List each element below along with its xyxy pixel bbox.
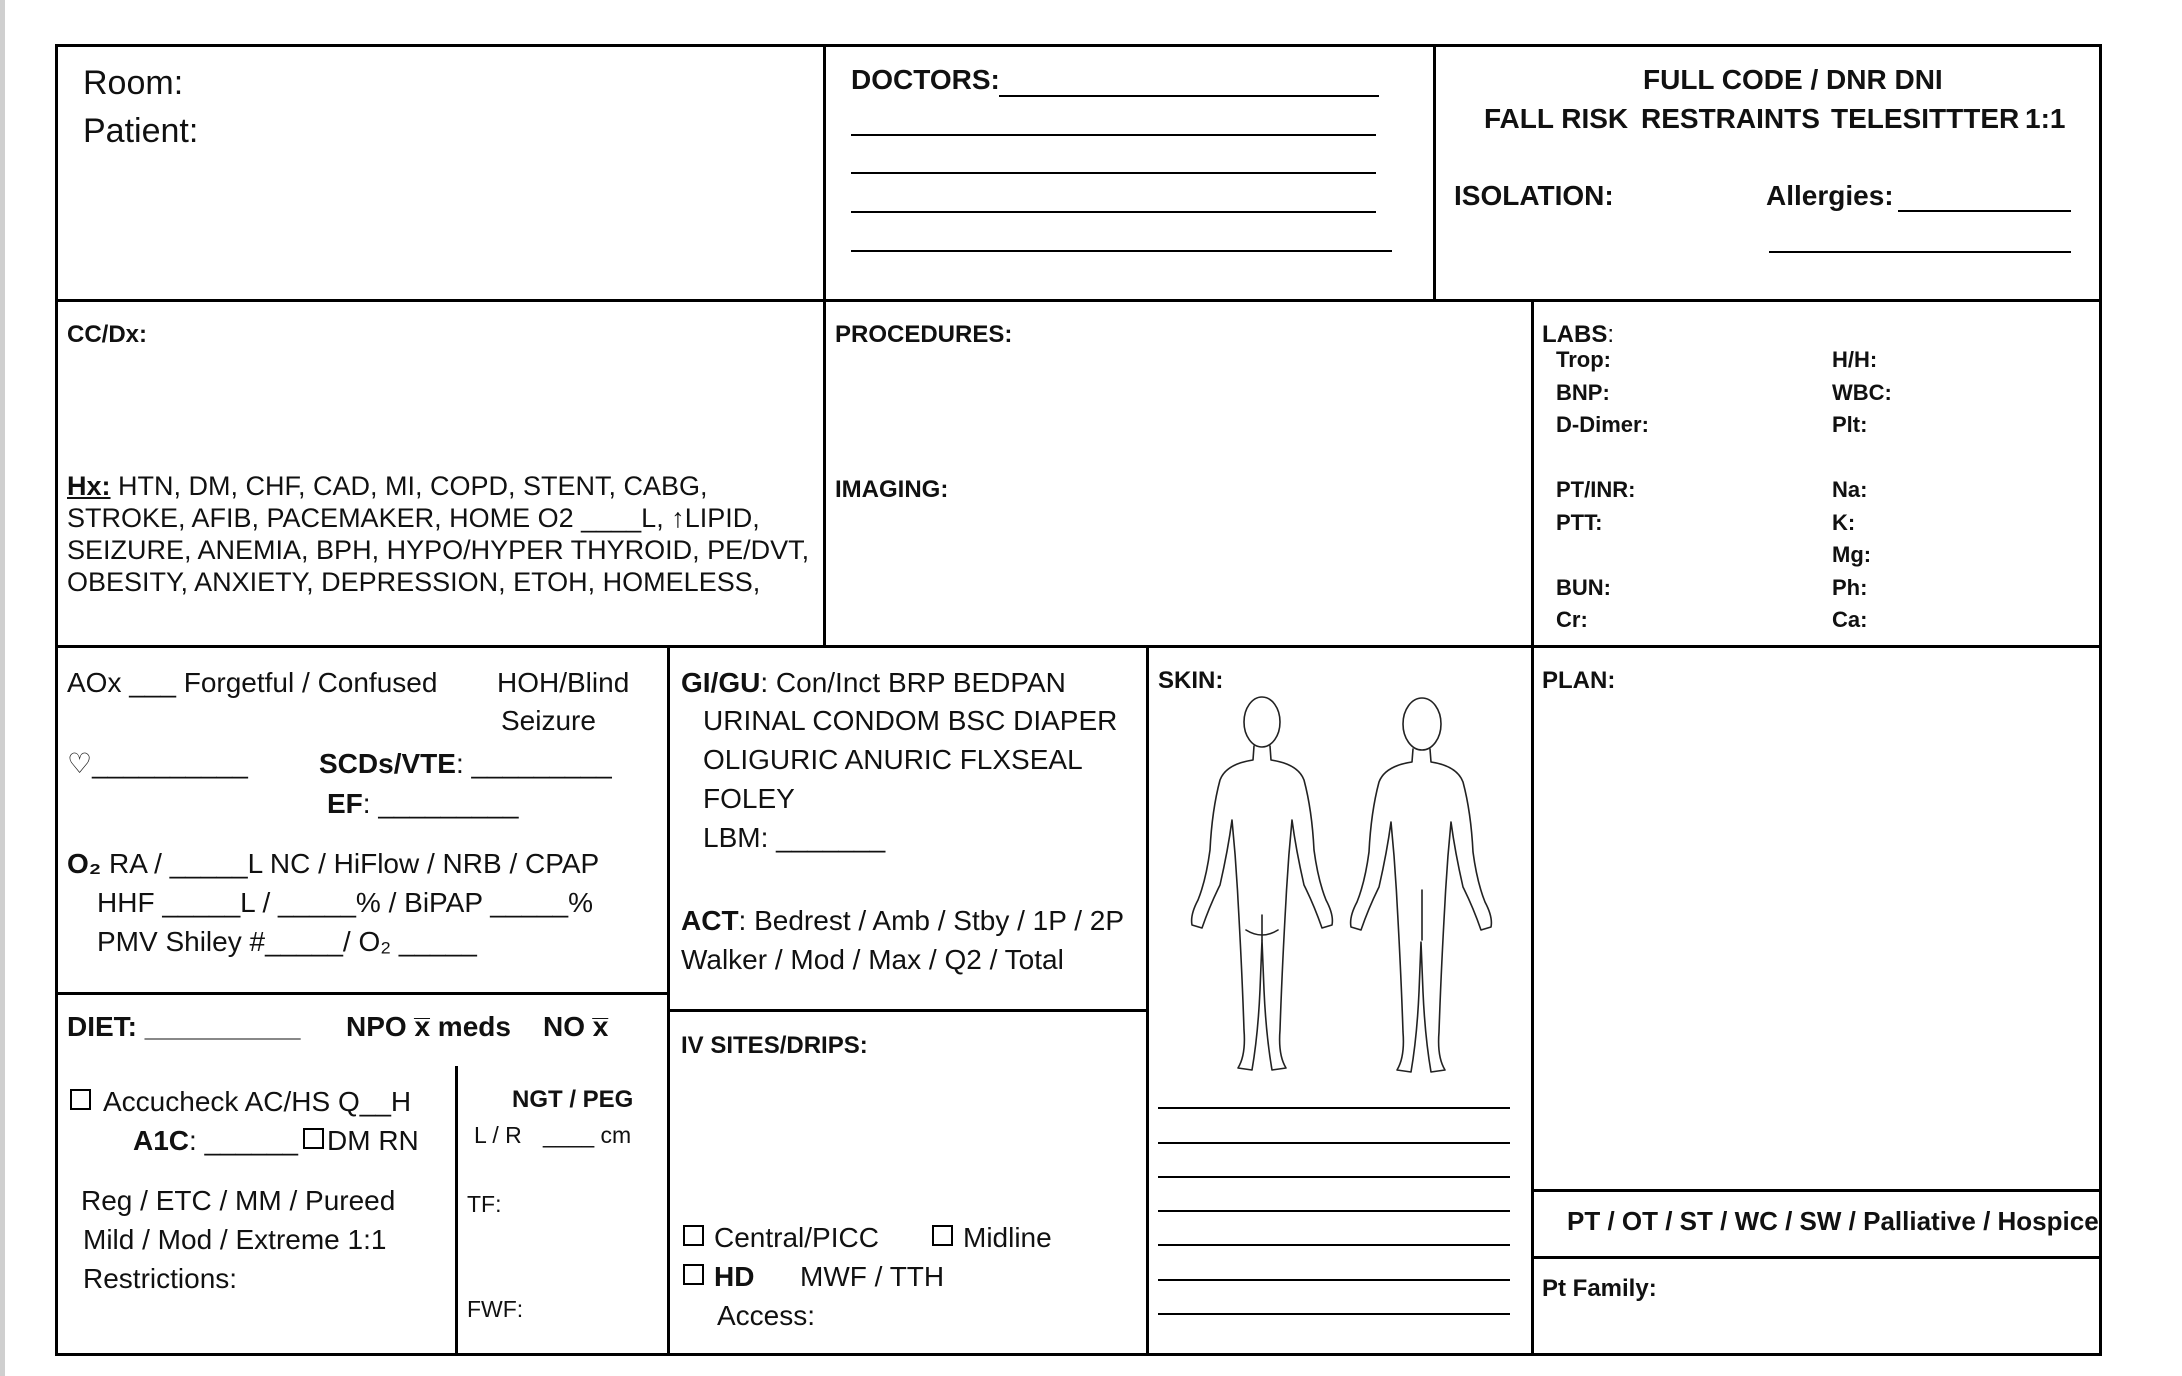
a1c: A1C: ______	[133, 1125, 299, 1156]
doctors-line-2[interactable]	[851, 134, 1376, 136]
history-list	[67, 470, 827, 598]
code-status: FULL CODE / DNR DNI	[1643, 64, 1943, 95]
dm-rn-row	[303, 1125, 419, 1157]
aox-line: AOx ___ Forgetful / Confused	[67, 667, 438, 698]
border-left	[55, 44, 58, 1356]
lab-k: K:	[1832, 510, 1856, 535]
one-to-one: 1:1	[2025, 103, 2066, 134]
divider-gi-skin	[1146, 645, 1149, 1355]
hd-checkbox[interactable]	[683, 1264, 704, 1285]
midline-row	[932, 1222, 1052, 1254]
lab-ddimer: D-Dimer:	[1556, 412, 1649, 437]
plan-label: PLAN:	[1542, 667, 1616, 694]
npo-meds: NPO x̅ meds	[346, 1011, 511, 1042]
central-picc-checkbox[interactable]	[683, 1225, 704, 1246]
doctors-line-4[interactable]	[851, 211, 1376, 213]
skin-label: SKIN:	[1158, 667, 1224, 694]
no-x: NO x̅	[543, 1011, 609, 1042]
midline-checkbox[interactable]	[932, 1225, 953, 1246]
procedures-label: PROCEDURES:	[835, 321, 1013, 348]
gigu-line-2: URINAL CONDOM BSC DIAPER	[703, 705, 1118, 736]
free-water-flush: FWF:	[467, 1296, 524, 1322]
hx-label: Hx:	[67, 471, 111, 501]
accucheck-label: Accucheck AC/HS Q__H	[103, 1086, 412, 1117]
allergies-line-2[interactable]	[1769, 251, 2071, 253]
lab-hh: H/H:	[1832, 347, 1878, 372]
lab-na: Na:	[1832, 477, 1868, 502]
ef: EF: _________	[327, 788, 519, 819]
skin-line-3[interactable]	[1158, 1176, 1510, 1178]
lab-ca: Ca:	[1832, 607, 1868, 632]
doctors-label: DOCTORS:	[851, 64, 1000, 95]
gigu-line-3: OLIGURIC ANURIC FLXSEAL	[703, 744, 1083, 775]
iv-sites-label: IV SITES/DRIPS:	[681, 1032, 868, 1059]
imaging-label: IMAGING:	[835, 476, 949, 503]
lab-plt: Plt:	[1832, 412, 1868, 437]
skin-line-5[interactable]	[1158, 1244, 1510, 1246]
body-front-figure	[1351, 698, 1492, 1072]
divider-neuro-gi	[667, 645, 670, 1355]
skin-line-2[interactable]	[1158, 1142, 1510, 1144]
skin-line-7[interactable]	[1158, 1313, 1510, 1315]
divider-labs-plan	[1531, 299, 1534, 1355]
diet-label: DIET: __________	[67, 1011, 301, 1042]
patient-label: Patient:	[83, 112, 199, 150]
tube-feeding: TF:	[467, 1191, 502, 1217]
doctors-line-5[interactable]	[851, 250, 1392, 252]
hx-text: HTN, DM, CHF, CAD, MI, COPD, STENT, CABG, STROKE, AFIB, PACEMAKER, HOME O2 ____L, ↑LIPID, SEIZURE, ANEMIA, BPH, HYPO/HYPER THYROID, PE/DVT, OBESITY, ANXIETY, DEPRESSION, ETOH, HOMELESS,	[67, 471, 810, 597]
heart-rhythm: ♡__________	[67, 748, 248, 779]
divider-header	[55, 299, 2102, 302]
restraints: RESTRAINTS	[1641, 103, 1820, 134]
fall-risk: FALL RISK	[1484, 103, 1629, 134]
ngt-peg-title: NGT / PEG	[512, 1086, 634, 1113]
activity-line-1: ACT: Bedrest / Amb / Stby / 1P / 2P	[681, 905, 1124, 936]
central-picc-label: Central/PICC	[714, 1222, 879, 1253]
o2-line-3: PMV Shiley #_____/ O₂ _____	[97, 926, 477, 957]
hoh-blind: HOH/Blind	[497, 667, 630, 698]
ngt-side: L / R	[474, 1122, 522, 1148]
skin-line-4[interactable]	[1158, 1210, 1510, 1212]
scds-vte: SCDs/VTE: _________	[319, 748, 612, 779]
activity-line-2: Walker / Mod / Max / Q2 / Total	[681, 944, 1064, 975]
ngt-cm: ____ cm	[543, 1122, 632, 1148]
gigu-line-4: FOLEY	[703, 783, 795, 814]
page-edge	[0, 0, 5, 1376]
border-top	[55, 44, 2102, 47]
border-bottom	[55, 1353, 2102, 1356]
dm-rn-label: DM RN	[327, 1125, 419, 1156]
accucheck-row	[70, 1086, 411, 1118]
seizure: Seizure	[501, 705, 596, 736]
border-right	[2099, 44, 2102, 1356]
allergies-line-1[interactable]	[1898, 210, 2071, 212]
divider-iv	[669, 1009, 1147, 1012]
lab-ptt: PTT:	[1556, 510, 1603, 535]
telesitter: TELESITTTER	[1831, 103, 2020, 134]
lab-bun: BUN:	[1556, 575, 1611, 600]
lab-trop: Trop:	[1556, 347, 1611, 372]
lab-mg: Mg:	[1832, 542, 1872, 567]
central-picc-row	[683, 1222, 879, 1254]
diet-consistency: Reg / ETC / MM / Pureed	[81, 1185, 396, 1216]
skin-line-6[interactable]	[1158, 1279, 1510, 1281]
dm-rn-checkbox[interactable]	[303, 1128, 324, 1149]
lab-ph: Ph:	[1832, 575, 1868, 600]
lab-cr: Cr:	[1556, 607, 1588, 632]
body-back-figure	[1192, 697, 1333, 1070]
room-label: Room:	[83, 64, 184, 102]
cc-dx-label: CC/Dx:	[67, 321, 148, 348]
body-diagram	[1180, 690, 1510, 1085]
diet-restrictions: Restrictions:	[83, 1263, 238, 1294]
divider-diet	[55, 992, 669, 995]
hd-access: Access:	[717, 1300, 816, 1331]
o2-line-1: O₂ RA / _____L NC / HiFlow / NRB / CPAP	[67, 848, 600, 879]
divider-therapy-bottom	[1531, 1256, 2102, 1259]
labs-title: LABS:	[1542, 321, 1615, 348]
doctors-line-1[interactable]	[999, 95, 1379, 97]
divider-middle	[55, 645, 2102, 648]
therapy-services: PT / OT / ST / WC / SW / Palliative / Hospice	[1567, 1206, 2099, 1236]
lab-bnp: BNP:	[1556, 380, 1610, 405]
divider-col2-header	[1433, 44, 1436, 301]
hd-row	[683, 1261, 754, 1293]
diet-thickness: Mild / Mod / Extreme 1:1	[83, 1224, 387, 1255]
lbm: LBM: _______	[703, 822, 886, 853]
gigu-line-1: GI/GU: Con/Inct BRP BEDPAN	[681, 667, 1066, 698]
o2-line-2: HHF _____L / _____% / BiPAP _____%	[97, 887, 594, 918]
hd-label: HD	[714, 1261, 755, 1292]
hd-schedule: MWF / TTH	[800, 1261, 945, 1292]
isolation-label: ISOLATION:	[1454, 180, 1614, 211]
midline-label: Midline	[963, 1222, 1052, 1253]
allergies-label: Allergies:	[1766, 180, 1894, 211]
lab-wbc: WBC:	[1832, 380, 1892, 405]
divider-therapy-top	[1531, 1189, 2102, 1192]
pt-family-label: Pt Family:	[1542, 1275, 1657, 1302]
accucheck-checkbox[interactable]	[70, 1089, 91, 1110]
skin-line-1[interactable]	[1158, 1107, 1510, 1109]
divider-diet-ngt	[455, 1066, 458, 1355]
doctors-line-3[interactable]	[851, 172, 1376, 174]
lab-ptinr: PT/INR:	[1556, 477, 1636, 502]
